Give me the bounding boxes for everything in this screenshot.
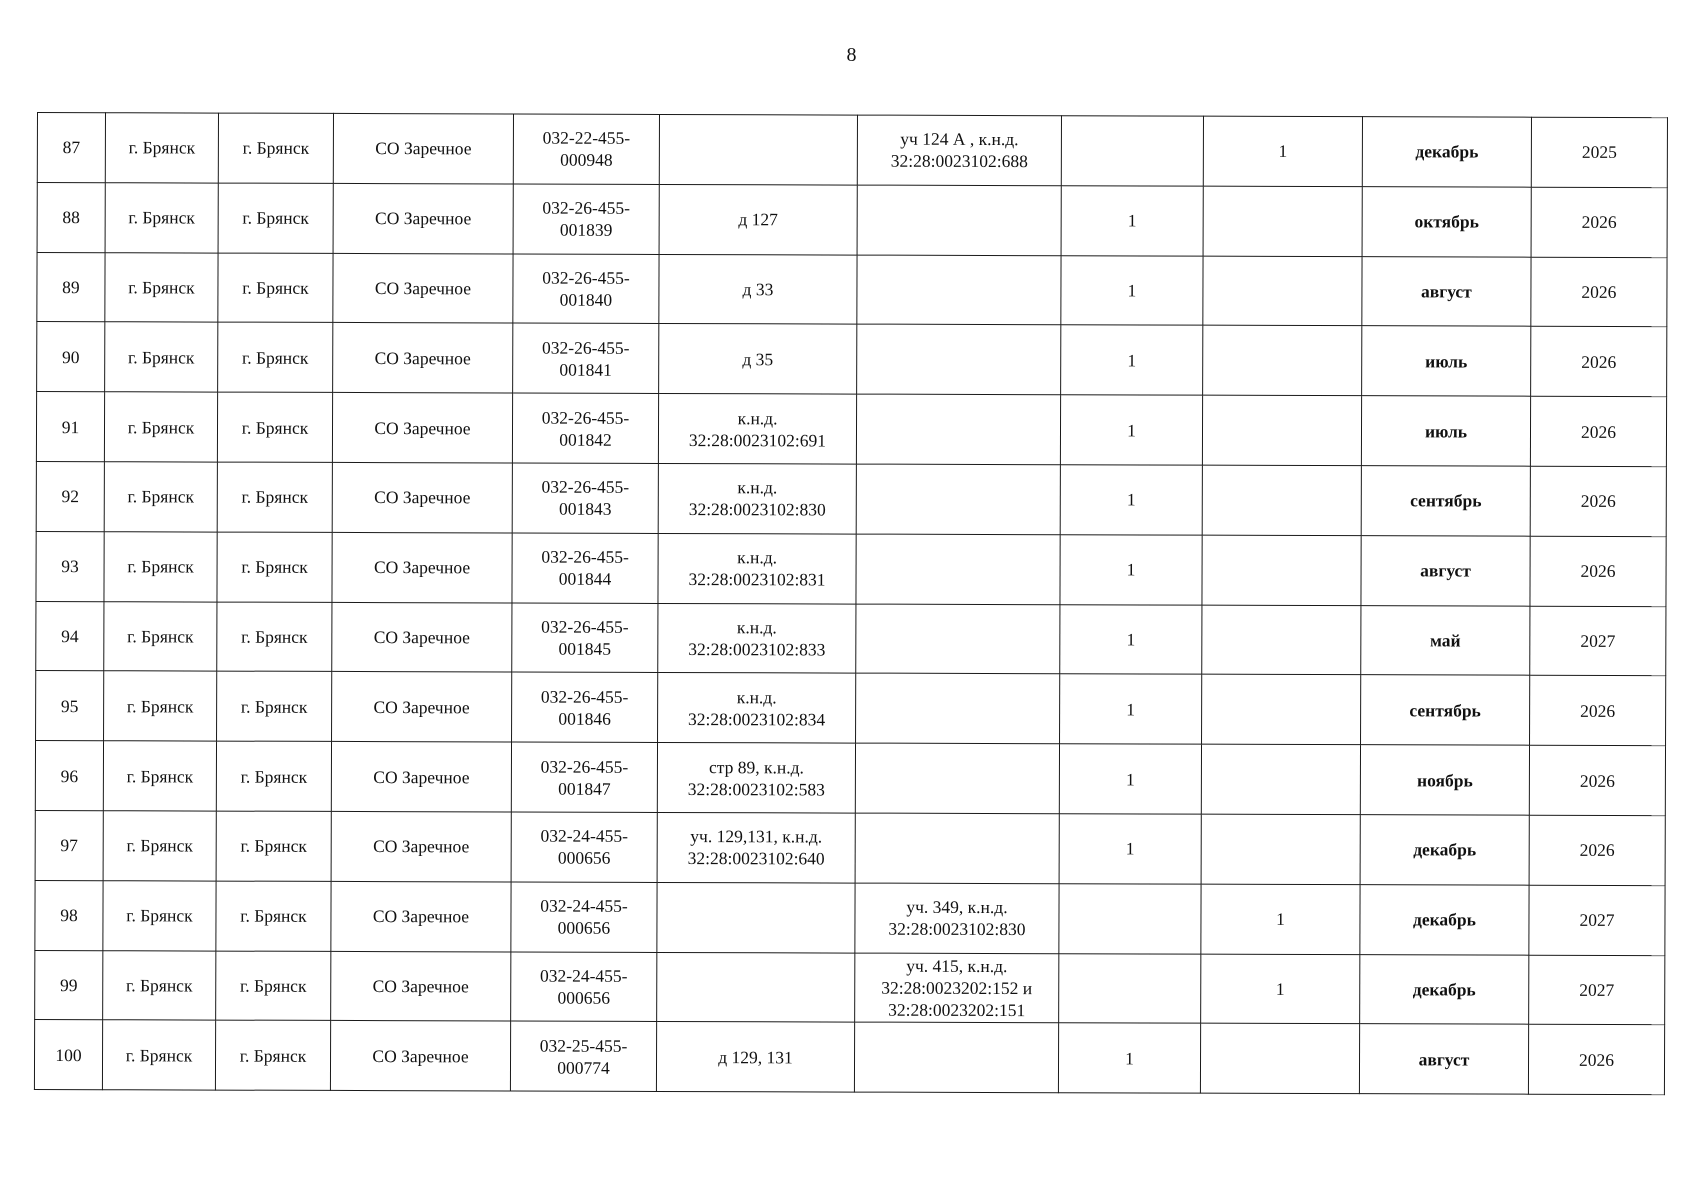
month-cell: май <box>1361 605 1530 675</box>
count-b-cell <box>1203 186 1362 256</box>
count-b-cell <box>1202 675 1361 745</box>
society-cell: СО Заречное <box>332 532 512 602</box>
district-cell: г. Брянск <box>105 183 218 253</box>
year-cell: 2026 <box>1530 676 1666 746</box>
count-a-cell: 1 <box>1060 674 1202 744</box>
locality-cell: г. Брянск <box>216 741 331 811</box>
year-cell: 2027 <box>1529 885 1665 955</box>
society-cell: СО Заречное <box>331 742 511 812</box>
year-cell: 2026 <box>1530 466 1666 536</box>
society-cell: СО Заречное <box>333 253 513 323</box>
district-cell: г. Брянск <box>103 811 216 881</box>
count-b-cell: 1 <box>1201 884 1360 954</box>
count-b-cell <box>1203 326 1362 396</box>
count-b-cell <box>1201 814 1360 884</box>
row-number-cell: 93 <box>36 531 104 601</box>
plot-address-cell <box>855 813 1059 883</box>
house-address-cell: к.н.д. 32:28:0023102:831 <box>658 533 856 603</box>
plot-address-cell <box>856 394 1060 464</box>
district-cell: г. Брянск <box>104 531 217 601</box>
count-a-cell: 1 <box>1060 465 1202 535</box>
registry-code-cell: 032-26-455- 001844 <box>512 533 658 603</box>
house-address-cell: к.н.д. 32:28:0023102:833 <box>658 603 856 673</box>
society-cell: СО Заречное <box>333 113 513 183</box>
table-row <box>36 671 1666 746</box>
locality-cell: г. Брянск <box>218 253 333 323</box>
house-address-cell: стр 89, к.н.д. 32:28:0023102:583 <box>657 743 855 813</box>
plot-address-cell: уч 124 А , к.н.д. 32:28:0023102:688 <box>857 115 1061 185</box>
registry-code-cell: 032-24-455- 000656 <box>511 882 657 952</box>
society-cell: СО Заречное <box>332 602 512 672</box>
plot-address-cell <box>856 604 1060 674</box>
table-row <box>37 113 1667 188</box>
row-number-cell: 96 <box>35 741 103 811</box>
society-cell: СО Заречное <box>331 951 511 1021</box>
count-b-cell: 1 <box>1201 954 1360 1024</box>
count-b-cell <box>1201 744 1360 814</box>
plot-address-cell: уч. 415, к.н.д. 32:28:0023202:152 и 32:28:0023202:151 <box>855 953 1059 1023</box>
house-address-cell: д 127 <box>659 184 857 254</box>
month-cell: декабрь <box>1360 954 1529 1024</box>
year-cell: 2026 <box>1531 187 1667 257</box>
plot-address-cell <box>854 1022 1058 1092</box>
month-cell: июль <box>1361 396 1530 466</box>
registry-code-cell: 032-26-455- 001843 <box>512 463 658 533</box>
year-cell: 2026 <box>1531 257 1667 327</box>
locality-cell: г. Брянск <box>217 462 332 532</box>
table-row <box>36 601 1666 676</box>
count-a-cell <box>1061 116 1203 186</box>
month-cell: декабрь <box>1360 815 1529 885</box>
registry-code-cell: 032-26-455- 001846 <box>512 672 658 742</box>
house-address-cell <box>659 114 857 184</box>
table-row <box>35 810 1665 885</box>
registry-code-cell: 032-25-455- 000774 <box>510 1021 656 1091</box>
count-b-cell <box>1202 465 1361 535</box>
table-row <box>34 1020 1664 1095</box>
locality-cell: г. Брянск <box>215 1020 330 1090</box>
plot-address-cell <box>855 743 1059 813</box>
month-cell: июль <box>1362 326 1531 396</box>
row-number-cell: 88 <box>37 182 105 252</box>
table-body <box>34 113 1667 1095</box>
year-cell: 2026 <box>1530 536 1666 606</box>
registry-code-cell: 032-26-455- 001841 <box>513 323 659 393</box>
count-b-cell <box>1202 395 1361 465</box>
district-cell: г. Брянск <box>103 741 216 811</box>
row-number-cell: 99 <box>35 950 103 1020</box>
count-a-cell: 1 <box>1060 534 1202 604</box>
registry-table <box>34 112 1668 1095</box>
row-number-cell: 98 <box>35 880 103 950</box>
table-row <box>36 392 1666 467</box>
district-cell: г. Брянск <box>104 392 217 462</box>
count-a-cell <box>1059 953 1201 1023</box>
house-address-cell: к.н.д. 32:28:0023102:830 <box>658 463 856 533</box>
locality-cell: г. Брянск <box>217 602 332 672</box>
page-number-text: 8 <box>846 44 857 66</box>
district-cell: г. Брянск <box>105 322 218 392</box>
count-b-cell <box>1202 535 1361 605</box>
district-cell: г. Брянск <box>105 252 218 322</box>
registry-code-cell: 032-24-455- 000656 <box>511 952 657 1022</box>
plot-address-cell <box>856 464 1060 534</box>
house-address-cell <box>657 952 855 1022</box>
year-cell: 2026 <box>1529 745 1665 815</box>
count-b-cell: 1 <box>1203 116 1362 186</box>
count-a-cell: 1 <box>1061 325 1203 395</box>
society-cell: СО Заречное <box>331 881 511 951</box>
district-cell: г. Брянск <box>103 950 216 1020</box>
month-cell: август <box>1362 256 1531 326</box>
plot-address-cell <box>857 324 1061 394</box>
registry-code-cell: 032-26-455- 001840 <box>513 254 659 324</box>
locality-cell: г. Брянск <box>216 951 331 1021</box>
table-row <box>35 880 1665 955</box>
row-number-cell: 89 <box>37 252 105 322</box>
district-cell: г. Брянск <box>103 880 216 950</box>
plot-address-cell <box>856 673 1060 743</box>
row-number-cell: 97 <box>35 810 103 880</box>
count-b-cell <box>1203 256 1362 326</box>
district-cell: г. Брянск <box>102 1020 215 1090</box>
year-cell: 2027 <box>1529 955 1665 1025</box>
month-cell: декабрь <box>1362 117 1531 187</box>
house-address-cell: уч. 129,131, к.н.д. 32:28:0023102:640 <box>657 812 855 882</box>
society-cell: СО Заречное <box>333 323 513 393</box>
house-address-cell <box>657 882 855 952</box>
month-cell: сентябрь <box>1361 466 1530 536</box>
plot-address-cell <box>857 185 1061 255</box>
month-cell: октябрь <box>1362 186 1531 256</box>
locality-cell: г. Брянск <box>217 392 332 462</box>
house-address-cell: к.н.д. 32:28:0023102:691 <box>658 394 856 464</box>
registry-code-cell: 032-26-455- 001839 <box>513 184 659 254</box>
table-row <box>35 741 1665 816</box>
plot-address-cell: уч. 349, к.н.д. 32:28:0023102:830 <box>855 883 1059 953</box>
row-number-cell: 90 <box>37 322 105 392</box>
count-a-cell: 1 <box>1060 395 1202 465</box>
year-cell: 2026 <box>1530 396 1666 466</box>
table-row <box>36 531 1666 606</box>
table-row <box>37 252 1667 327</box>
district-cell: г. Брянск <box>104 601 217 671</box>
society-cell: СО Заречное <box>333 183 513 253</box>
month-cell: ноябрь <box>1360 745 1529 815</box>
year-cell: 2027 <box>1530 606 1666 676</box>
locality-cell: г. Брянск <box>218 113 333 183</box>
page-number <box>0 44 1697 67</box>
table-row <box>37 322 1667 397</box>
registry-code-cell: 032-26-455- 001842 <box>512 393 658 463</box>
district-cell: г. Брянск <box>105 113 218 183</box>
society-cell: СО Заречное <box>332 393 512 463</box>
count-a-cell: 1 <box>1059 744 1201 814</box>
house-address-cell: к.н.д. 32:28:0023102:834 <box>658 673 856 743</box>
locality-cell: г. Брянск <box>216 811 331 881</box>
month-cell: август <box>1359 1024 1528 1094</box>
count-a-cell: 1 <box>1061 255 1203 325</box>
count-a-cell: 1 <box>1058 1023 1200 1093</box>
count-a-cell: 1 <box>1059 814 1201 884</box>
year-cell: 2026 <box>1531 327 1667 397</box>
locality-cell: г. Брянск <box>218 183 333 253</box>
year-cell: 2026 <box>1529 815 1665 885</box>
table-row <box>35 950 1665 1025</box>
year-cell: 2025 <box>1531 117 1667 187</box>
district-cell: г. Брянск <box>104 671 217 741</box>
house-address-cell: д 33 <box>659 254 857 324</box>
registry-code-cell: 032-26-455- 001847 <box>511 742 657 812</box>
row-number-cell: 87 <box>37 113 105 183</box>
count-a-cell: 1 <box>1060 604 1202 674</box>
table-row <box>37 182 1667 257</box>
row-number-cell: 91 <box>36 392 104 462</box>
registry-code-cell: 032-26-455- 001845 <box>512 603 658 673</box>
district-cell: г. Брянск <box>104 462 217 532</box>
locality-cell: г. Брянск <box>216 881 331 951</box>
month-cell: сентябрь <box>1361 675 1530 745</box>
row-number-cell: 100 <box>34 1020 102 1090</box>
month-cell: август <box>1361 535 1530 605</box>
year-cell: 2026 <box>1528 1025 1664 1095</box>
row-number-cell: 95 <box>36 671 104 741</box>
registry-code-cell: 032-22-455- 000948 <box>513 114 659 184</box>
society-cell: СО Заречное <box>332 672 512 742</box>
count-a-cell: 1 <box>1061 186 1203 256</box>
count-b-cell <box>1202 605 1361 675</box>
house-address-cell: д 129, 131 <box>656 1022 854 1092</box>
locality-cell: г. Брянск <box>217 671 332 741</box>
row-number-cell: 92 <box>36 461 104 531</box>
society-cell: СО Заречное <box>330 1021 510 1091</box>
count-a-cell <box>1059 883 1201 953</box>
table-row <box>36 461 1666 536</box>
plot-address-cell <box>856 534 1060 604</box>
row-number-cell: 94 <box>36 601 104 671</box>
society-cell: СО Заречное <box>331 811 511 881</box>
month-cell: декабрь <box>1360 884 1529 954</box>
house-address-cell: д 35 <box>659 324 857 394</box>
plot-address-cell <box>857 255 1061 325</box>
count-b-cell <box>1200 1024 1359 1094</box>
society-cell: СО Заречное <box>332 462 512 532</box>
registry-code-cell: 032-24-455- 000656 <box>511 812 657 882</box>
locality-cell: г. Брянск <box>218 322 333 392</box>
locality-cell: г. Брянск <box>217 532 332 602</box>
